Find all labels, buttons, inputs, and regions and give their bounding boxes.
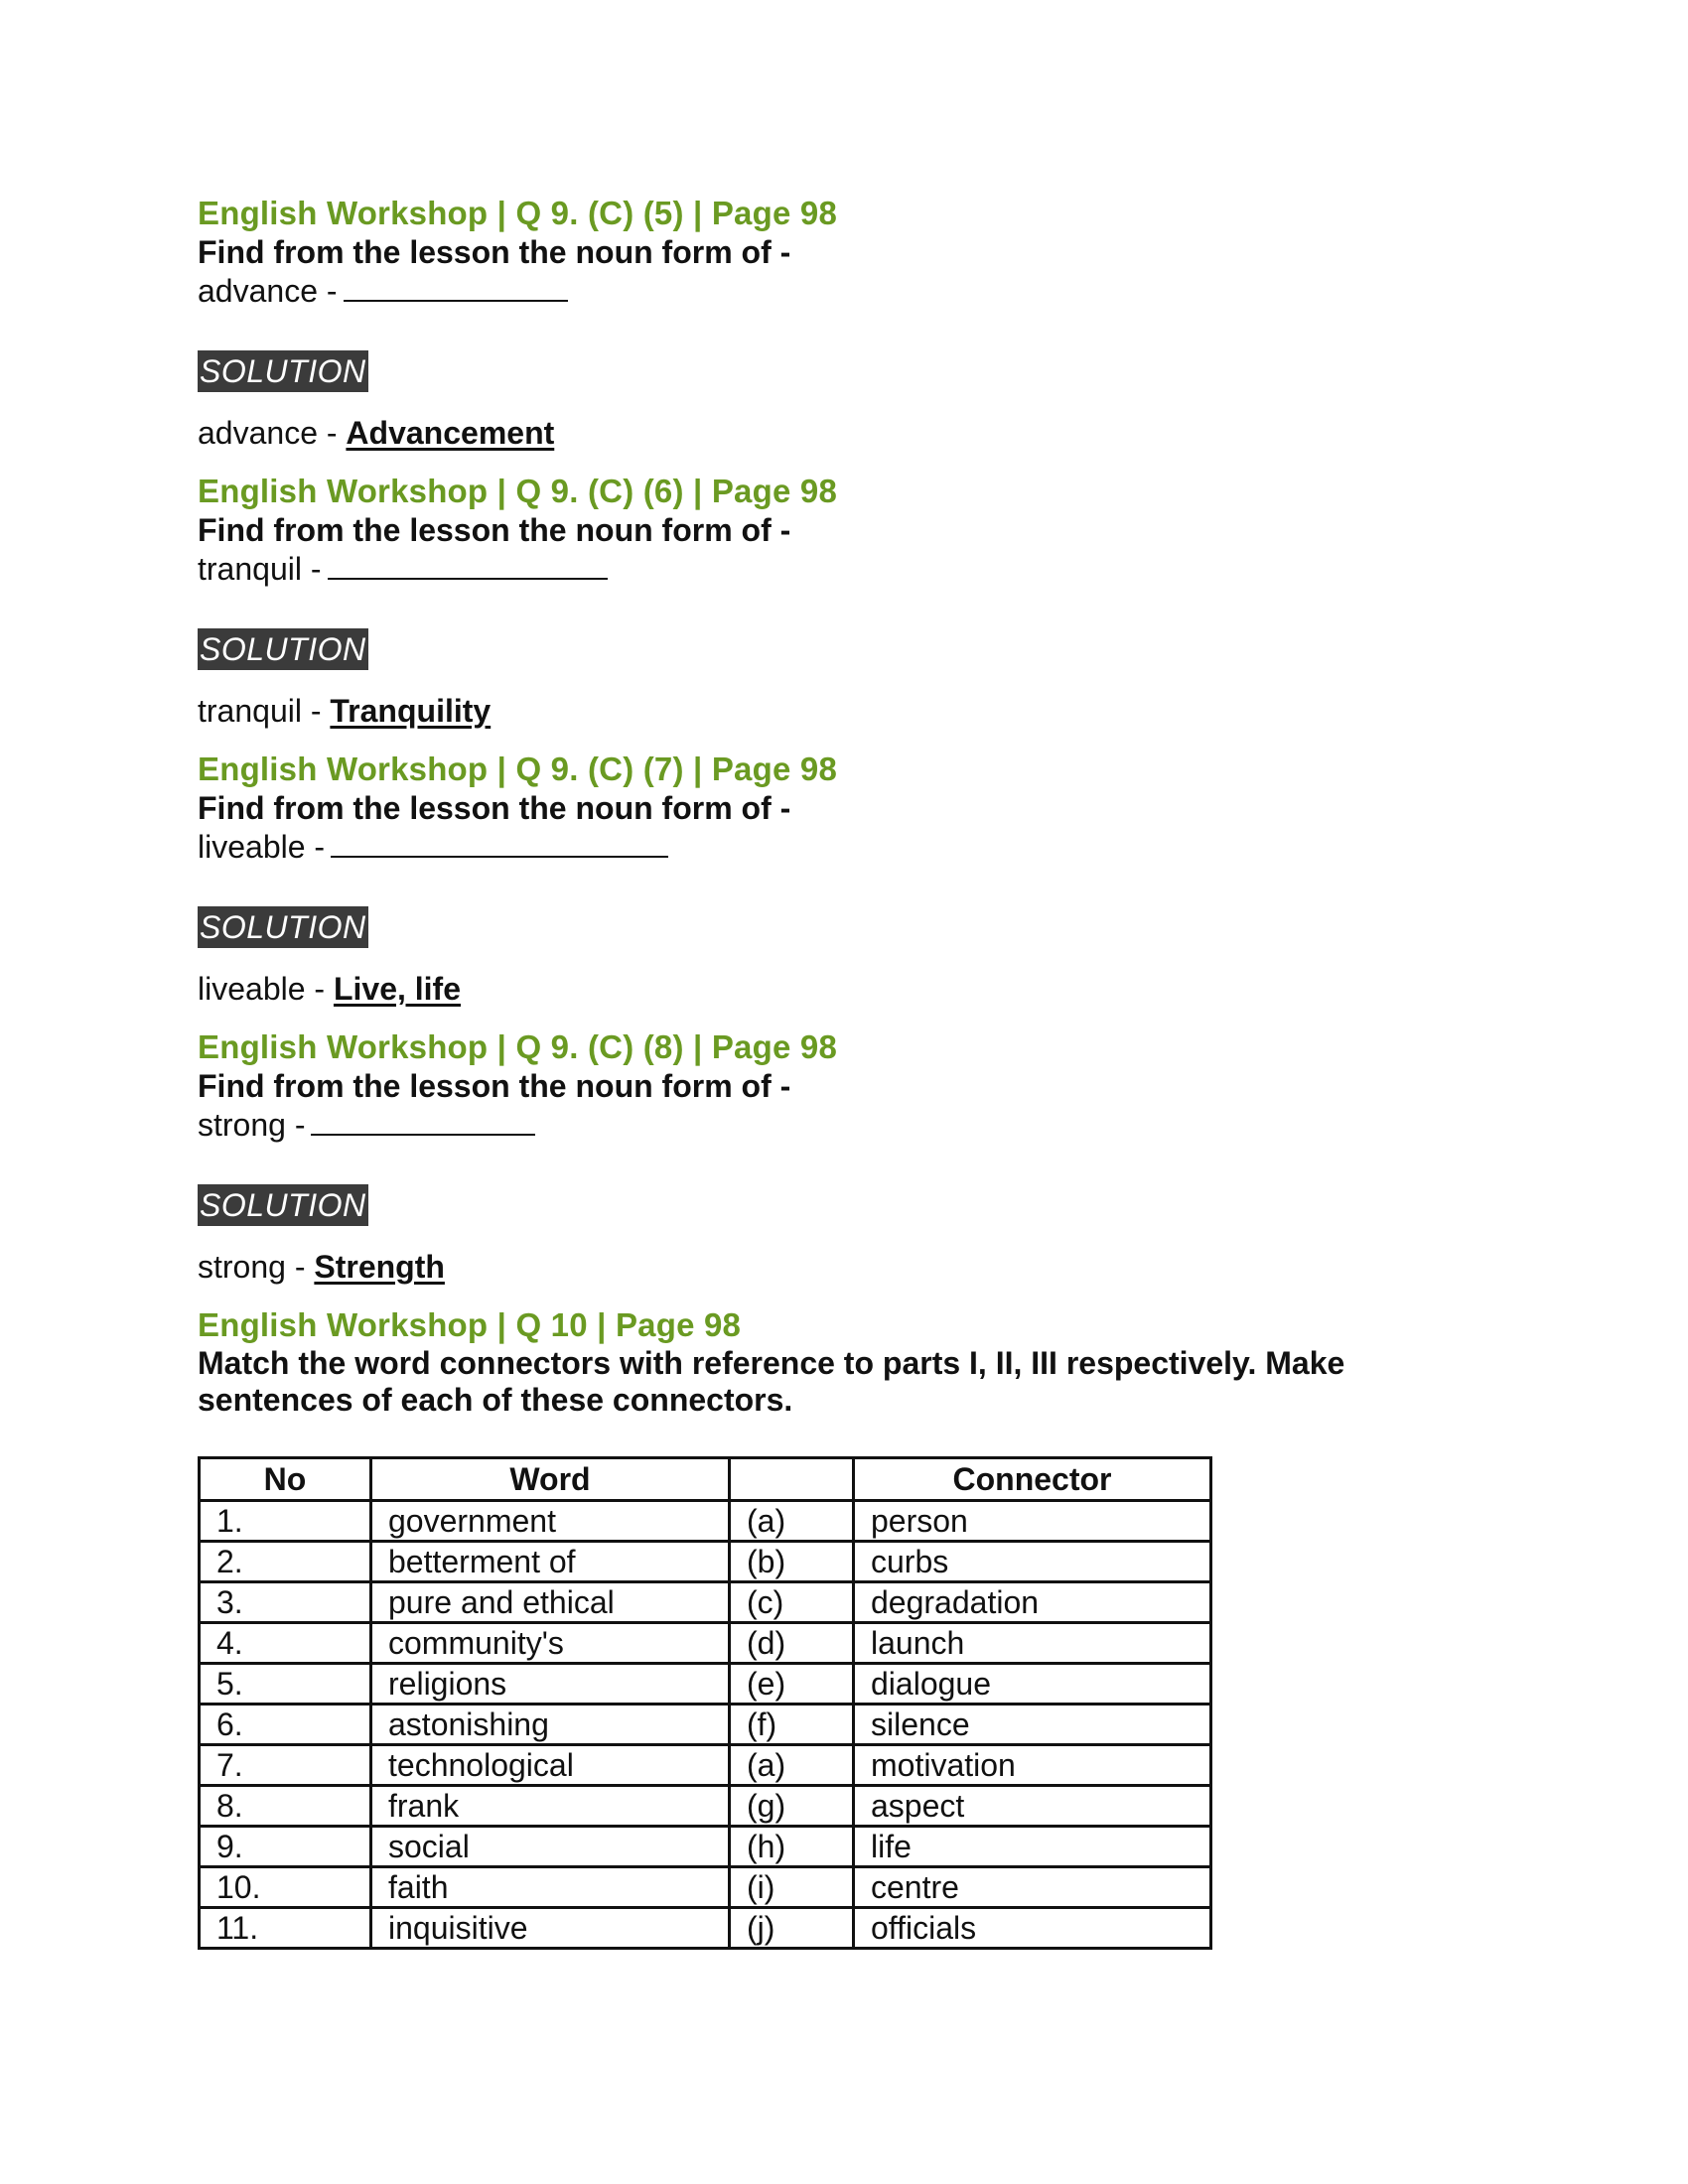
- question-block: [198, 194, 1488, 454]
- column-header-word: Word: [371, 1458, 730, 1501]
- table-row: [200, 1786, 1211, 1827]
- solution-answer-line: [198, 968, 1488, 1010]
- answer-blank: [331, 830, 668, 858]
- cell-no: 10.: [200, 1867, 371, 1908]
- cell-option: (a): [730, 1745, 854, 1786]
- cell-no: 6.: [200, 1705, 371, 1745]
- solution-badge: SOLUTION: [198, 350, 368, 392]
- question-prompt: Match the word connectors with reference to parts I, II, III respectively. Make sentences of each of these connectors.: [198, 1345, 1345, 1418]
- question-prompt: Find from the lesson the noun form of -: [198, 790, 791, 826]
- question-word: liveable -: [198, 829, 326, 865]
- cell-no: 1.: [200, 1501, 371, 1542]
- cell-no: 11.: [200, 1908, 371, 1949]
- cell-no: 8.: [200, 1786, 371, 1827]
- solution-answer: Tranquility: [330, 693, 492, 729]
- cell-connector: life: [854, 1827, 1211, 1867]
- question-prompt: Find from the lesson the noun form of -: [198, 1068, 791, 1104]
- cell-option: (j): [730, 1908, 854, 1949]
- cell-word: pure and ethical: [371, 1582, 730, 1623]
- solution-answer: Advancement: [346, 415, 555, 451]
- cell-connector: centre: [854, 1867, 1211, 1908]
- question-word-line: [198, 271, 1488, 311]
- cell-word: social: [371, 1827, 730, 1867]
- cell-option: (f): [730, 1705, 854, 1745]
- question-heading: English Workshop | Q 9. (C) (5) | Page 98: [198, 195, 837, 231]
- cell-option: (a): [730, 1501, 854, 1542]
- cell-connector: silence: [854, 1705, 1211, 1745]
- question-word: tranquil -: [198, 551, 322, 587]
- cell-word: inquisitive: [371, 1908, 730, 1949]
- cell-word: technological: [371, 1745, 730, 1786]
- table-row: [200, 1867, 1211, 1908]
- cell-connector: degradation: [854, 1582, 1211, 1623]
- table-row: [200, 1501, 1211, 1542]
- cell-option: (i): [730, 1867, 854, 1908]
- question-heading: English Workshop | Q 9. (C) (8) | Page 98: [198, 1028, 837, 1065]
- table-row: [200, 1908, 1211, 1949]
- table-row: [200, 1745, 1211, 1786]
- column-header-option: [730, 1458, 854, 1501]
- question-word: strong -: [198, 1107, 306, 1143]
- cell-option: (e): [730, 1664, 854, 1705]
- cell-no: 2.: [200, 1542, 371, 1582]
- question-block: [198, 750, 1488, 1010]
- column-header-no: No: [200, 1458, 371, 1501]
- table-header-row: [200, 1458, 1211, 1501]
- question-block-q10: [198, 1305, 1488, 1950]
- solution-answer-line: [198, 412, 1488, 454]
- cell-word: frank: [371, 1786, 730, 1827]
- answer-blank: [344, 274, 568, 302]
- solution-answer-line: [198, 1246, 1488, 1288]
- answer-blank: [328, 552, 608, 580]
- cell-word: faith: [371, 1867, 730, 1908]
- cell-connector: aspect: [854, 1786, 1211, 1827]
- cell-option: (d): [730, 1623, 854, 1664]
- cell-option: (c): [730, 1582, 854, 1623]
- question-prompt: Find from the lesson the noun form of -: [198, 512, 791, 548]
- solution-word: strong -: [198, 1249, 306, 1285]
- solution-word: tranquil -: [198, 693, 322, 729]
- cell-connector: dialogue: [854, 1664, 1211, 1705]
- table-row: [200, 1623, 1211, 1664]
- cell-word: betterment of: [371, 1542, 730, 1582]
- question-block: [198, 472, 1488, 732]
- cell-connector: person: [854, 1501, 1211, 1542]
- solution-badge: SOLUTION: [198, 906, 368, 948]
- cell-no: 7.: [200, 1745, 371, 1786]
- solution-word: liveable -: [198, 971, 326, 1007]
- solution-answer-line: [198, 690, 1488, 732]
- cell-word: government: [371, 1501, 730, 1542]
- column-header-connector: Connector: [854, 1458, 1211, 1501]
- cell-no: 3.: [200, 1582, 371, 1623]
- question-word-line: [198, 549, 1488, 589]
- solution-answer: Live, life: [333, 971, 461, 1007]
- table-row: [200, 1582, 1211, 1623]
- cell-connector: motivation: [854, 1745, 1211, 1786]
- question-block: [198, 1027, 1488, 1288]
- table-row: [200, 1827, 1211, 1867]
- cell-word: community's: [371, 1623, 730, 1664]
- cell-option: (b): [730, 1542, 854, 1582]
- cell-option: (h): [730, 1827, 854, 1867]
- solution-badge: SOLUTION: [198, 628, 368, 670]
- cell-connector: curbs: [854, 1542, 1211, 1582]
- question-heading: English Workshop | Q 10 | Page 98: [198, 1306, 742, 1343]
- cell-word: astonishing: [371, 1705, 730, 1745]
- match-table: [198, 1456, 1212, 1950]
- cell-no: 4.: [200, 1623, 371, 1664]
- worksheet-page: [198, 194, 1488, 1950]
- solution-badge: SOLUTION: [198, 1184, 368, 1226]
- question-heading: English Workshop | Q 9. (C) (6) | Page 98: [198, 473, 837, 509]
- cell-connector: officials: [854, 1908, 1211, 1949]
- table-row: [200, 1705, 1211, 1745]
- cell-word: religions: [371, 1664, 730, 1705]
- question-word: advance -: [198, 273, 338, 309]
- solution-answer: Strength: [314, 1249, 445, 1285]
- cell-no: 5.: [200, 1664, 371, 1705]
- cell-connector: launch: [854, 1623, 1211, 1664]
- table-row: [200, 1664, 1211, 1705]
- cell-no: 9.: [200, 1827, 371, 1867]
- question-heading: English Workshop | Q 9. (C) (7) | Page 98: [198, 751, 837, 787]
- question-word-line: [198, 1105, 1488, 1145]
- table-row: [200, 1542, 1211, 1582]
- question-word-line: [198, 827, 1488, 867]
- answer-blank: [311, 1108, 535, 1136]
- question-prompt: Find from the lesson the noun form of -: [198, 234, 791, 270]
- cell-option: (g): [730, 1786, 854, 1827]
- solution-word: advance -: [198, 415, 338, 451]
